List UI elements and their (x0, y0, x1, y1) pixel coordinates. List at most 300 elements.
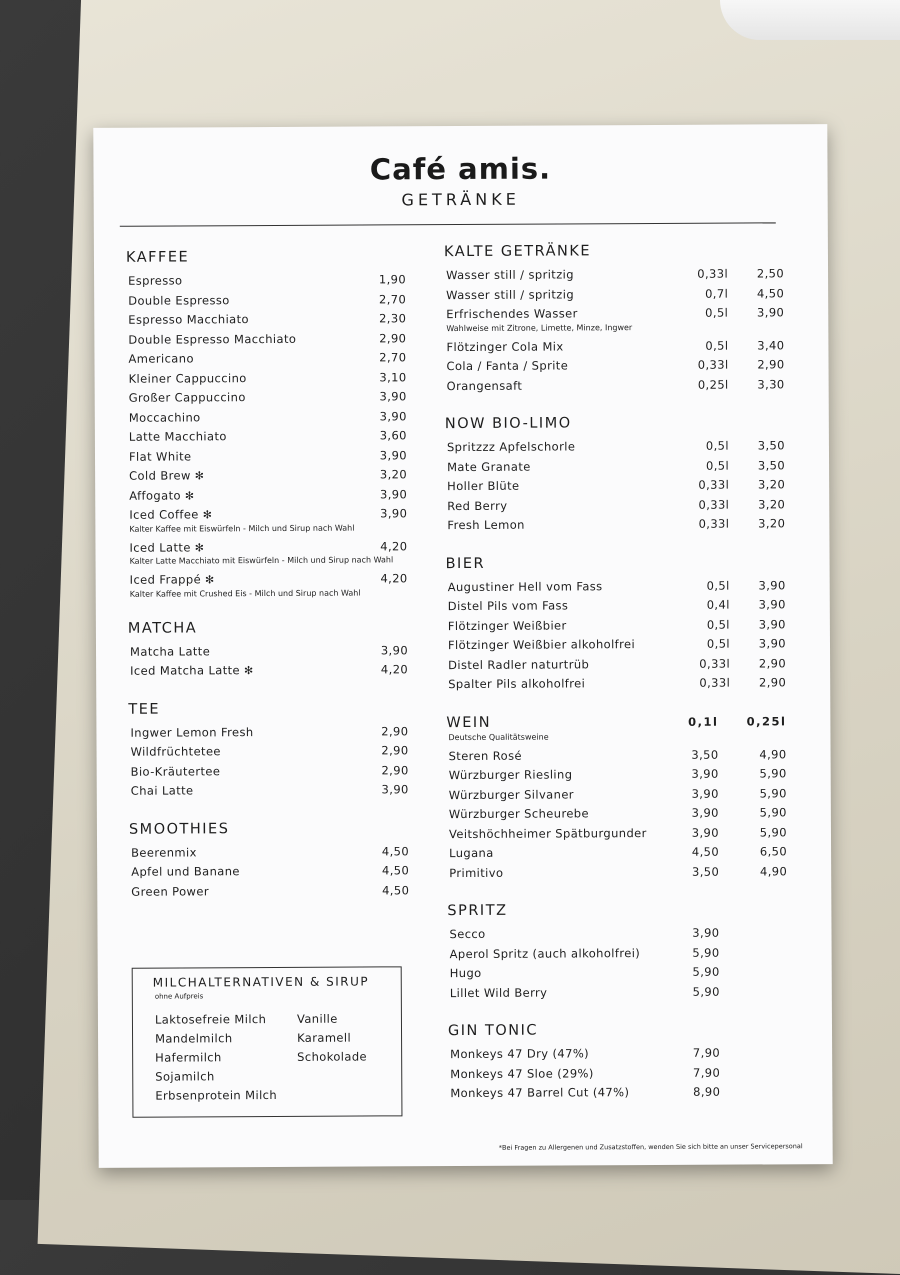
item-name: Veitshöchheimer Spätburgunder (447, 823, 667, 844)
wine-price-small: 3,90 (667, 823, 719, 843)
snowflake-icon: ✻ (203, 508, 213, 521)
menu-item (126, 309, 406, 330)
wine-price-small: 3,50 (667, 862, 719, 882)
menu-item (447, 923, 787, 944)
item-name-text: Espresso (128, 273, 182, 287)
item-price: 4,20 (367, 537, 407, 557)
item-name-text: Iced Latte (129, 540, 190, 554)
item-name-text: Iced Frappé (130, 572, 201, 586)
item-name (446, 576, 678, 597)
item-price: 3,20 (745, 514, 785, 534)
item-name-text: Ingwer Lemon Fresh (130, 725, 253, 740)
wine-col-large: 0,25l (734, 714, 786, 728)
snowflake-icon: ✻ (195, 469, 205, 482)
item-price: 4,50 (369, 861, 409, 881)
item-name (129, 761, 369, 782)
spacer (719, 843, 735, 863)
left-column (126, 248, 410, 921)
item-name (446, 674, 678, 695)
item-price: 3,90 (368, 641, 408, 661)
menu-item (127, 485, 407, 506)
allergen-footnote: *Bei Fragen zu Allergenen und Zusatzstoffen, wenden Sie sich bitte an unser Servicepersonal (499, 1142, 803, 1152)
section-title: SMOOTHIES (129, 820, 409, 837)
item-name (445, 515, 677, 536)
milk-option: Hafermilch (155, 1048, 297, 1068)
wine-col-small: 0,1l (666, 714, 718, 728)
menu-item (128, 660, 408, 681)
item-name (126, 349, 366, 370)
item-price: 3,90 (667, 924, 719, 944)
wine-item (447, 842, 787, 863)
item-name-text: Kleiner Cappuccino (129, 371, 247, 386)
wine-price-small: 3,90 (667, 765, 719, 785)
item-name (126, 310, 366, 331)
menu-header (93, 150, 827, 211)
wine-price-large: 5,90 (735, 784, 787, 804)
item-name: Würzburger Riesling (447, 765, 667, 786)
item-price: 7,90 (668, 1044, 720, 1064)
wine-item (447, 823, 787, 844)
item-price: 3,20 (745, 495, 785, 515)
spacer (730, 615, 746, 635)
menu-item (129, 881, 409, 902)
item-name-text: Spalter Pils alkoholfrei (448, 676, 585, 691)
menu-item (445, 375, 785, 396)
spacer (719, 862, 735, 882)
item-name (444, 356, 676, 377)
item-name (129, 741, 369, 762)
item-name: Lillet Wild Berry (448, 982, 668, 1003)
menu-item (445, 456, 785, 477)
right-column (444, 242, 789, 1123)
item-name-text: Affogato (129, 488, 181, 502)
item-name-text: Iced Matcha Latte (130, 663, 240, 678)
item-name-text: Fresh Lemon (447, 518, 525, 532)
wine-price-small: 3,90 (667, 804, 719, 824)
spacer (729, 456, 745, 476)
menu-item (445, 436, 785, 457)
spacer (730, 674, 746, 694)
menu-item (446, 595, 786, 616)
menu-item (444, 284, 784, 305)
item-name-text: Latte Macchiato (129, 429, 227, 444)
item-name (445, 476, 677, 497)
item-price: 3,90 (367, 446, 407, 466)
spacer (729, 515, 745, 535)
item-name (126, 290, 366, 311)
item-name-text: Cola / Fanta / Sprite (446, 358, 568, 373)
item-price: 3,90 (746, 576, 786, 596)
item-name (444, 284, 676, 305)
item-price: 3,90 (367, 485, 407, 505)
item-name (128, 660, 368, 681)
menu-item (127, 446, 407, 467)
item-name: Würzburger Silvaner (447, 784, 667, 805)
item-name-text: Apfel und Banane (131, 864, 240, 879)
item-name: Monkeys 47 Dry (47%) (448, 1044, 668, 1065)
menu-item (446, 673, 786, 694)
menu-item (129, 861, 409, 882)
item-price: 3,90 (746, 634, 786, 654)
snowflake-icon: ✻ (195, 541, 205, 554)
item-price: 5,90 (668, 982, 720, 1002)
menu-item (126, 270, 406, 291)
item-name-text: Wasser still / spritzig (446, 287, 574, 302)
section-title: WEIN (446, 713, 666, 730)
milk-option: Mandelmilch (155, 1029, 297, 1049)
menu-item (129, 842, 409, 863)
item-size: 0,4l (678, 596, 730, 616)
wine-price-large: 5,90 (735, 764, 787, 784)
item-name (445, 437, 677, 458)
menu-item (445, 514, 785, 535)
item-price: 2,70 (366, 348, 406, 368)
item-price: 3,50 (745, 456, 785, 476)
item-name-text: Moccachino (129, 410, 201, 424)
item-size: 0,25l (677, 375, 729, 395)
menu-item (448, 962, 788, 983)
item-name (127, 388, 367, 409)
item-name (444, 336, 676, 357)
item-name-text: Americano (128, 351, 193, 365)
menu-section (448, 1021, 788, 1103)
spacer (719, 923, 787, 943)
menu-item (127, 368, 407, 389)
spacer (719, 784, 735, 804)
item-price: 3,90 (746, 615, 786, 635)
spacer (720, 982, 788, 1002)
syrup-list (297, 1010, 367, 1105)
wine-header (446, 713, 786, 731)
spacer (720, 1063, 788, 1083)
item-name-text: Großer Cappuccino (129, 390, 246, 405)
item-name: Monkeys 47 Barrel Cut (47%) (448, 1083, 668, 1104)
item-name-text: Augustiner Hell vom Fass (448, 579, 603, 594)
napkin (720, 0, 900, 40)
item-name (127, 368, 367, 389)
item-size: 0,5l (678, 576, 730, 596)
spacer (729, 375, 745, 395)
spacer (720, 1043, 788, 1063)
item-price: 3,20 (745, 475, 785, 495)
item-name (446, 635, 678, 656)
menu-item (446, 634, 786, 655)
milk-box-subtitle: ohne Aufpreis (155, 991, 401, 1000)
syrup-option: Karamell (297, 1029, 367, 1048)
spacer (728, 336, 744, 356)
item-name (444, 265, 676, 286)
snowflake-icon: ✻ (244, 664, 254, 677)
item-price: 2,90 (369, 761, 409, 781)
section-title: KALTE GETRÄNKE (444, 242, 784, 260)
item-name-text: Erfrischendes Wasser (446, 306, 578, 321)
menu-section (446, 554, 787, 695)
item-note: Kalter Kaffee mit Eiswürfeln - Milch und Sirup nach Wahl (127, 521, 407, 535)
menu-item (446, 654, 786, 675)
item-name-text: Green Power (131, 884, 209, 898)
wine-note: Deutsche Qualitätsweine (446, 729, 786, 744)
item-price: 2,90 (744, 355, 784, 375)
menu-item (444, 336, 784, 357)
section-title: BIER (446, 554, 786, 572)
item-name-text: Flötzinger Weißbier alkoholfrei (448, 637, 635, 652)
item-price: 4,20 (368, 660, 408, 680)
item-name-text: Double Espresso Macchiato (128, 331, 296, 346)
menu-item (448, 1063, 788, 1084)
wine-item (447, 745, 787, 766)
menu-card (93, 124, 832, 1168)
item-size: 0,5l (676, 336, 728, 356)
milk-list (155, 1010, 297, 1106)
item-price: 3,90 (367, 387, 407, 407)
item-note: Wahlweise mit Zitrone, Limette, Minze, Ingwer (444, 320, 784, 335)
milk-box-title: MILCHALTERNATIVEN & SIRUP (153, 974, 401, 989)
wine-price-large: 4,90 (735, 862, 787, 882)
menu-item (448, 943, 788, 964)
wine-price-small: 3,90 (667, 784, 719, 804)
menu-item (445, 475, 785, 496)
menu-item (127, 426, 407, 447)
wine-item (447, 784, 787, 805)
item-name (446, 654, 678, 675)
item-name (127, 485, 367, 506)
menu-item (128, 722, 408, 743)
item-name-text: Beerenmix (131, 845, 197, 859)
item-price: 3,40 (744, 336, 784, 356)
item-name (128, 641, 368, 662)
item-name-text: Spritzzz Apfelschorle (447, 439, 575, 454)
menu-item (128, 641, 408, 662)
item-price: 2,30 (366, 309, 406, 329)
menu-section (447, 901, 788, 1003)
menu-item (448, 1043, 788, 1064)
menu-item (448, 1082, 788, 1103)
item-size: 0,5l (676, 304, 728, 324)
item-price: 3,30 (745, 375, 785, 395)
item-price: 3,20 (367, 465, 407, 485)
item-price: 3,90 (369, 780, 409, 800)
item-name: Steren Rosé (447, 745, 667, 766)
syrup-option: Vanille (297, 1010, 367, 1029)
wine-section (446, 713, 787, 883)
item-name (129, 881, 369, 902)
milk-syrup-box (132, 966, 403, 1117)
item-name (127, 465, 367, 486)
item-size: 0,5l (677, 437, 729, 457)
item-price: 5,90 (668, 943, 720, 963)
item-price: 2,70 (366, 290, 406, 310)
item-name-text: Distel Pils vom Fass (448, 598, 569, 613)
syrup-option: Schokolade (297, 1048, 367, 1067)
item-price: 3,90 (744, 303, 784, 323)
menu-subtitle: GETRÄNKE (94, 188, 828, 211)
item-name-text: Bio-Kräutertee (131, 764, 221, 778)
wine-price-small: 3,50 (667, 745, 719, 765)
milk-option: Erbsenprotein Milch (155, 1086, 297, 1106)
item-name-text: Wildfrüchtetee (131, 744, 221, 758)
menu-section (126, 248, 408, 600)
item-price: 4,50 (369, 842, 409, 862)
spacer (728, 265, 744, 285)
item-name: Primitivo (447, 862, 667, 883)
item-price: 5,90 (668, 963, 720, 983)
item-size: 0,7l (676, 284, 728, 304)
wine-item (447, 862, 787, 883)
item-name (445, 375, 677, 396)
spacer (719, 823, 735, 843)
snowflake-icon: ✻ (205, 573, 215, 586)
item-name (446, 615, 678, 636)
menu-section (128, 619, 408, 681)
item-name: Secco (447, 924, 667, 945)
spacer (729, 476, 745, 496)
item-price: 2,90 (366, 329, 406, 349)
menu-item (448, 982, 788, 1003)
spacer (728, 284, 744, 304)
item-name (445, 456, 677, 477)
wine-price-large: 5,90 (735, 803, 787, 823)
menu-item (129, 761, 409, 782)
item-name-text: Matcha Latte (130, 644, 210, 658)
item-price: 2,50 (744, 264, 784, 284)
item-size: 0,5l (677, 456, 729, 476)
wine-price-small: 4,50 (667, 843, 719, 863)
section-title: MATCHA (128, 619, 408, 636)
menu-section (129, 820, 409, 902)
header-divider (120, 222, 776, 226)
wine-price-large: 5,90 (735, 823, 787, 843)
item-name-text: Distel Radler naturtrüb (448, 657, 589, 672)
spacer (728, 304, 744, 324)
wine-price-large: 6,50 (735, 842, 787, 862)
milk-option: Laktosefreie Milch (155, 1010, 297, 1030)
item-size: 0,33l (677, 495, 729, 515)
item-name-text: Cold Brew (129, 468, 191, 482)
item-price: 4,50 (369, 881, 409, 901)
item-price: 3,90 (367, 407, 407, 427)
item-price: 3,90 (367, 504, 407, 524)
item-name: Monkeys 47 Sloe (29%) (448, 1063, 668, 1084)
item-price: 3,10 (367, 368, 407, 388)
item-size: 0,33l (677, 515, 729, 535)
item-price: 1,90 (366, 270, 406, 290)
item-size: 0,33l (676, 356, 728, 376)
item-note: Kalter Latte Macchiato mit Eiswürfeln - Milch und Sirup nach Wahl (128, 553, 408, 567)
spacer (728, 356, 744, 376)
item-price: 3,60 (367, 426, 407, 446)
item-size: 0,5l (678, 615, 730, 635)
item-name-text: Iced Coffee (129, 507, 199, 521)
spacer (719, 745, 735, 765)
menu-item (446, 576, 786, 597)
item-name-text: Double Espresso (128, 293, 230, 308)
item-name-text: Wasser still / spritzig (446, 267, 574, 282)
item-price: 2,90 (746, 673, 786, 693)
item-name-text: Chai Latte (131, 783, 194, 797)
item-size: 0,5l (678, 635, 730, 655)
item-name (445, 495, 677, 516)
menu-item (127, 465, 407, 486)
item-name (126, 271, 366, 292)
item-price: 3,50 (745, 436, 785, 456)
item-name: Aperol Spritz (auch alkoholfrei) (448, 943, 668, 964)
item-price: 4,50 (744, 284, 784, 304)
item-size: 0,33l (678, 674, 730, 694)
menu-item (444, 355, 784, 376)
menu-section (128, 700, 409, 801)
item-name-text: Mate Granate (447, 459, 531, 473)
item-note: Kalter Kaffee mit Crushed Eis - Milch und Sirup nach Wahl (128, 586, 408, 600)
spacer (720, 962, 788, 982)
spacer (719, 765, 735, 785)
item-name-text: Holler Blüte (447, 479, 519, 493)
item-price: 7,90 (668, 1063, 720, 1083)
item-name: Lugana (447, 843, 667, 864)
menu-item (444, 264, 784, 285)
spacer (729, 495, 745, 515)
spacer (730, 596, 746, 616)
menu-item (446, 615, 786, 636)
wine-item (447, 803, 787, 824)
spacer (720, 943, 788, 963)
spacer (730, 576, 746, 596)
spacer (719, 804, 735, 824)
item-name (129, 780, 369, 801)
menu-item (129, 780, 409, 801)
item-size: 0,33l (678, 654, 730, 674)
menu-item (129, 741, 409, 762)
item-name (127, 407, 367, 428)
item-price: 8,90 (668, 1083, 720, 1103)
item-name-text: Orangensaft (447, 378, 523, 392)
item-price: 2,90 (368, 741, 408, 761)
menu-section (445, 414, 786, 535)
item-price: 2,90 (368, 722, 408, 742)
item-price: 3,90 (746, 595, 786, 615)
item-size: 0,33l (677, 476, 729, 496)
item-name-text: Flötzinger Cola Mix (446, 339, 563, 354)
wine-item (447, 764, 787, 785)
section-title: TEE (128, 700, 408, 717)
item-name (129, 842, 369, 863)
menu-item (126, 290, 406, 311)
item-name: Hugo (448, 963, 668, 984)
milk-option: Sojamilch (155, 1067, 297, 1087)
item-name (129, 861, 369, 882)
menu-section (444, 242, 785, 396)
item-name: Würzburger Scheurebe (447, 804, 667, 825)
spacer (720, 1082, 788, 1102)
item-name-text: Red Berry (447, 498, 507, 512)
section-title: KAFFEE (126, 248, 406, 265)
menu-item (126, 348, 406, 369)
item-name (446, 596, 678, 617)
menu-item (126, 329, 406, 350)
spacer (730, 635, 746, 655)
spacer (729, 437, 745, 457)
menu-item (127, 387, 407, 408)
section-title: SPRITZ (447, 901, 787, 919)
section-title: NOW BIO-LIMO (445, 414, 785, 432)
snowflake-icon: ✻ (185, 489, 195, 502)
spacer (730, 654, 746, 674)
item-price: 2,90 (746, 654, 786, 674)
cafe-title: Café amis. (93, 150, 827, 188)
menu-item (445, 495, 785, 516)
item-name-text: Flat White (129, 449, 192, 463)
item-price: 4,20 (368, 569, 408, 589)
item-name (128, 722, 368, 743)
